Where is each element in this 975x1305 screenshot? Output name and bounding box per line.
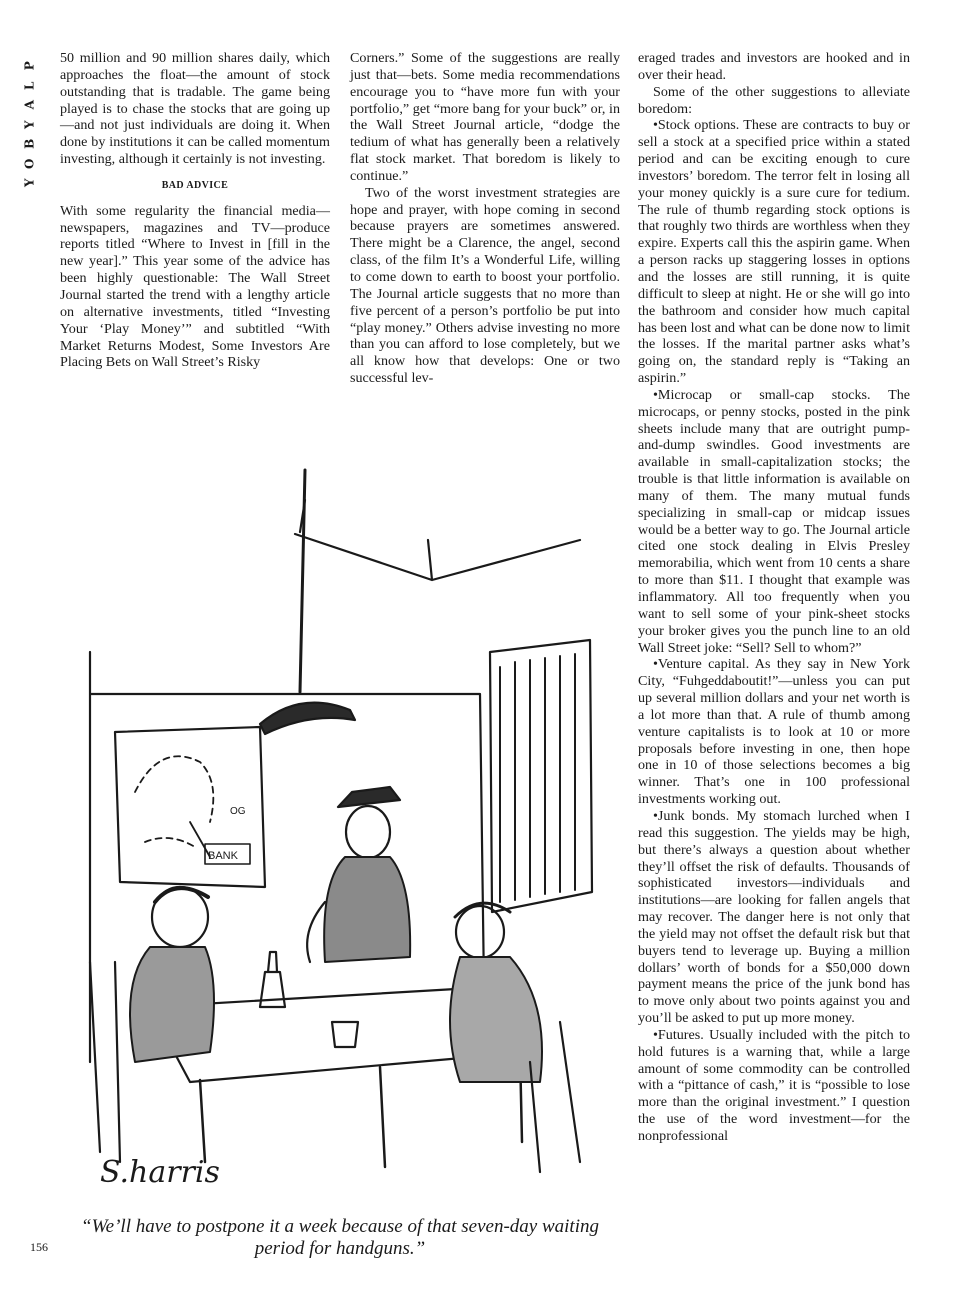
paragraph: Some of the other suggestions to alleviate boredom: xyxy=(638,83,910,117)
standing-man-body xyxy=(324,857,410,962)
ceiling-lines xyxy=(295,500,580,580)
article-column-3 xyxy=(638,50,910,1145)
lamp-pole xyxy=(300,470,305,692)
paragraph: •Venture capital. As they say in New York City, “Fuhgeddaboutit!”—unless you can put up several million dollars and your net worth is a lot more than that. A rule of thumb among venture capitalists is to look at 10 or more proposals before investing in one, then hope one in 10 of those selections becomes a big winner. That’s one in 100 professional investments working out. xyxy=(638,656,910,808)
artist-signature: S.harris xyxy=(100,1155,220,1190)
running-head-letter: Y xyxy=(22,178,37,188)
right-man-body xyxy=(450,957,542,1082)
map-arrow xyxy=(190,822,210,857)
window-bars xyxy=(500,654,575,902)
right-man-head xyxy=(456,906,504,958)
paragraph: •Junk bonds. My stomach lurched when I read this suggestion. The yields may be high, but there’s always a question about whether they’ll offset the risk of defaults. Thousands of sophisticated investors—individuals and institutions—are looking for fallen angels that may recover. The danger here is not only that the yield may not offset the default risk but that buyers tend to leverage up. Buying a million dollars’ worth of bonds for a $50,000 down payment means the price of the junk bond has to move only about two points against you and you’ll be asked to put up more money. xyxy=(638,807,910,1027)
window-frame xyxy=(490,640,592,912)
map-note: OG xyxy=(230,806,246,817)
map-route xyxy=(135,756,213,847)
chair-left xyxy=(90,962,120,1162)
standing-man-head xyxy=(346,806,390,858)
running-head-letter: P xyxy=(22,61,37,71)
standing-man-hat xyxy=(338,787,400,807)
paragraph: •Stock options. These are contracts to buy or sell a stock at a specified price within a stated period and can be exciting enough to cure investors’ boredom. The terror felt in losing all your money quickly is a sure cure for tedium. The rule of thumb regarding stock options is that roughly two thirds are worthless when they expire. Experts call this the aspirin game. When a person racks up staggering losses in options and the losses are still running, it is quite difficult to sleep at night. He or she will go into the bathroom and consider how much capital has been lost and what can be done now to limit the losses. If the marital partner asks what’s going on, the standard reply is “Taking an aspirin.” xyxy=(638,117,910,387)
bank-label: BANK xyxy=(208,850,238,862)
page-number: 156 xyxy=(30,1240,48,1254)
cartoon-illustration xyxy=(60,462,620,1212)
paragraph: •Microcap or small-cap stocks. The microcaps, or penny stocks, posted in the pink sheets include many that are outright pump-and-dump swindles. Good investments are available in small-capitalization stocks; the trouble is that little information is available on many of them. The many mutual funds specializing in small-cap or midcap issues would be a better way to go. The Journal article cited one stock dealing in Elvis Presley memorabilia, which went from 10 cents a share to more than $11. I thought that example was inflammatory. All too frequently when you want to sell some of your pink-sheet stocks your broker gives you the punch line to an old Wall Street joke: “Sell? Sell to whom?” xyxy=(638,386,910,656)
left-man-body xyxy=(130,947,214,1062)
article-column-1 xyxy=(60,50,330,371)
article-column-2 xyxy=(350,50,620,387)
running-head-letter: L xyxy=(22,81,37,90)
running-head-letter: B xyxy=(22,138,37,149)
running-head-letter: Y xyxy=(22,119,37,129)
running-head-letter: A xyxy=(22,100,37,110)
paragraph: Corners.” Some of the suggestions are really just that—bets. Some media recommendations encourage you to “have more fun with your portfolio,” get “more bang for your buck” or, in the Wall Street Journal article, “dodge the tedium of what has generally been a relatively flat stock market. That boredom is likely to continue.” xyxy=(350,50,620,184)
paragraph: Two of the worst investment strategies are hope and prayer, with hope coming in second because prayers are sometimes answered. There might be a Clarence, the angel, second class, of the film It’s a Wonderful Life, willing to come down to earth to boost your portfolio. The Journal article suggests that no more than five percent of a person’s portfolio be put into “play money.” Others advise investing no more than you can afford to lose completely, but we all know how that develops: One or two successful lev- xyxy=(350,184,620,387)
lamp-shade xyxy=(260,703,355,734)
paragraph: •Futures. Usually included with the pitch to hold futures is a warning that, while a large amount of some commodity can be controlled with a “pittance of cash,” it is “possible to lose more than the original investment.” I question the use of the word investment—for the nonprofessional xyxy=(638,1026,910,1144)
running-head-letter: O xyxy=(22,158,37,169)
paragraph: With some regularity the financial media—newspapers, magazines and TV—produce reports titled “Where to Invest in [fill in the new year].” This year some of the advice has been highly questionable: The Wall Street Journal started the trend with a lengthy article on alternative investments, titled “Investing Your ‘Play Money’” and subtitled “With Market Returns Modest, Some Investors Are Placing Bets on Wall Street’s Risky xyxy=(60,202,330,371)
paragraph: eraged trades and investors are hooked and in over their head. xyxy=(638,50,910,83)
standing-man-arm xyxy=(307,902,325,962)
running-head xyxy=(24,56,42,193)
cartoon-caption: “We’ll have to postpone it a week because of that seven-day waiting period for handguns.” xyxy=(81,1216,599,1259)
paragraph: 50 million and 90 million shares daily, which approaches the float—the amount of stock outstanding that is tradable. The game being played is to chase the stocks that are going up—and not just individuals are doing it. When done by institutions it can be called momentum investing, although it certainly is not investing. xyxy=(60,50,330,168)
cup xyxy=(332,1022,358,1047)
section-subhead: BAD ADVICE xyxy=(161,179,229,191)
